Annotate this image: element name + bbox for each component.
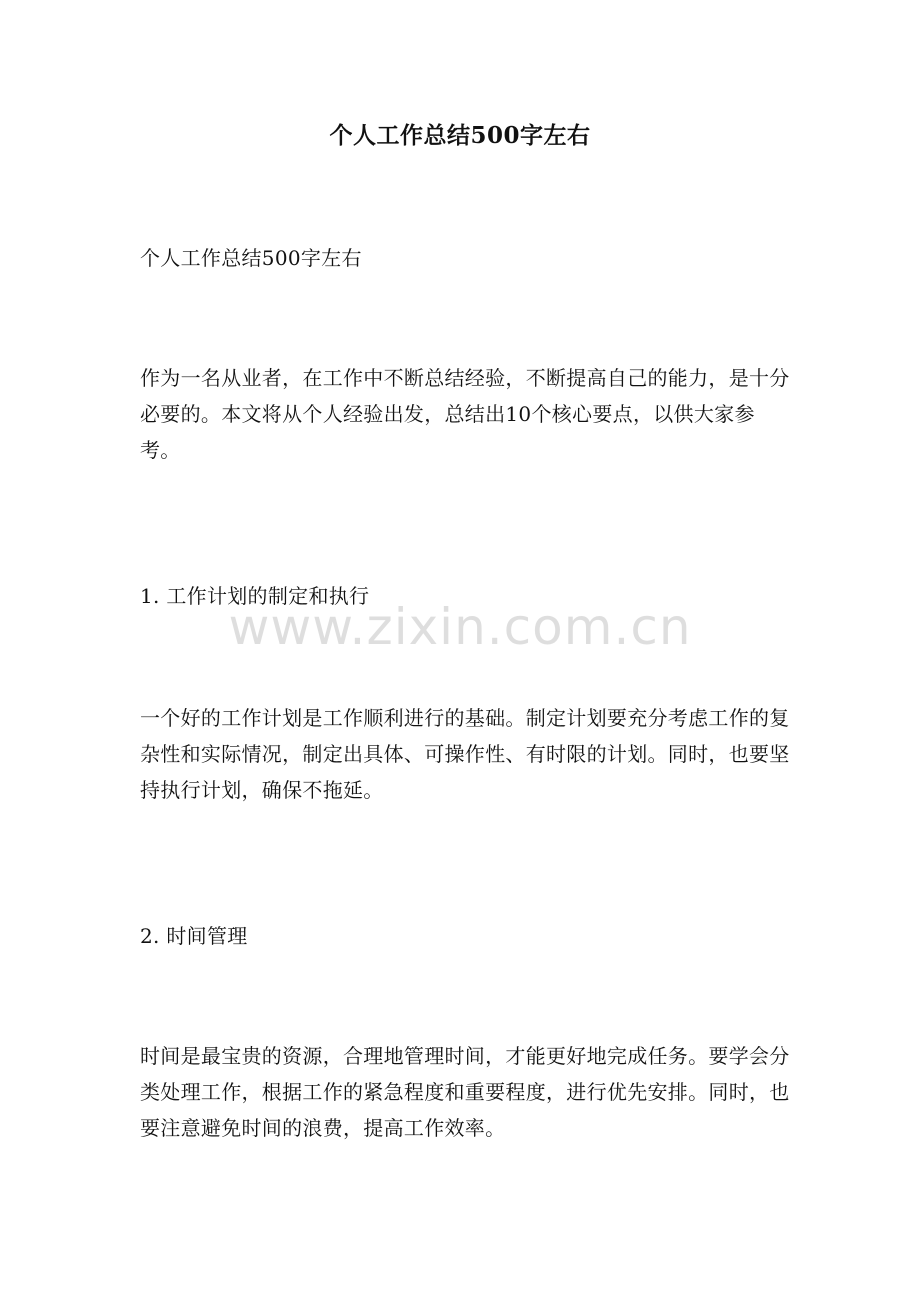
section-heading-2: 2. 时间管理 bbox=[140, 924, 248, 948]
section-heading-1: 1. 工作计划的制定和执行 bbox=[140, 584, 370, 608]
document-title: 个人工作总结500字左右 bbox=[329, 122, 591, 149]
intro-paragraph: 作为一名从业者，在工作中不断总结经验，不断提高自己的能力，是十分必要的。本文将从个人经验出发，总结出10个核心要点，以供大家参考。 bbox=[140, 366, 790, 462]
document-subtitle: 个人工作总结500字左右 bbox=[140, 246, 362, 270]
section-body-1: 一个好的工作计划是工作顺利进行的基础。制定计划要充分考虑工作的复杂性和实际情况，制定出具体、可操作性、有时限的计划。同时，也要坚持执行计划，确保不拖延。 bbox=[140, 706, 790, 802]
section-body-2: 时间是最宝贵的资源，合理地管理时间，才能更好地完成任务。要学会分类处理工作，根据工作的紧急程度和重要程度，进行优先安排。同时，也要注意避免时间的浪费，提高工作效率。 bbox=[140, 1044, 790, 1140]
watermark: www.zixin.com.cn bbox=[228, 598, 692, 656]
